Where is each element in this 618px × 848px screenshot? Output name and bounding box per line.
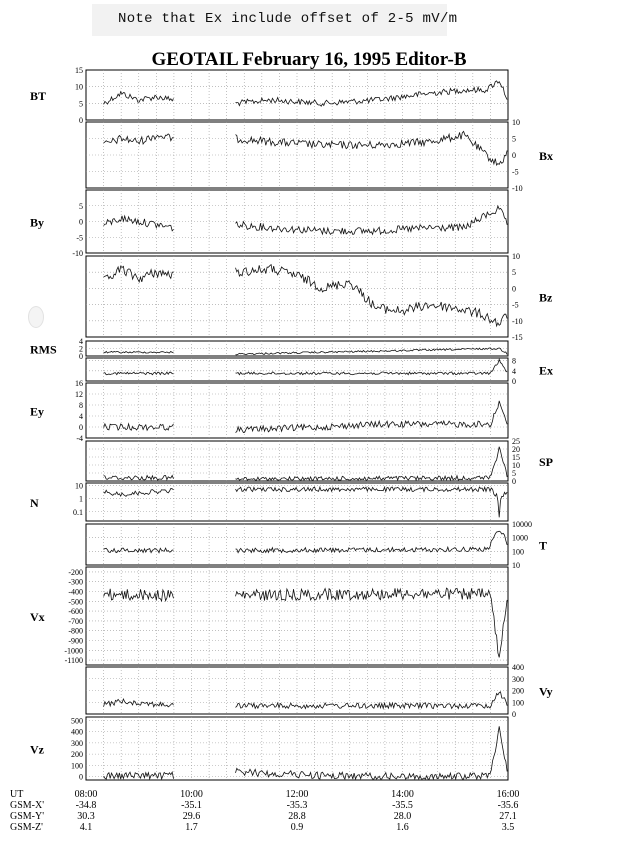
tick-label-vx: -200 bbox=[68, 567, 83, 577]
tick-label-bx: 0 bbox=[512, 151, 516, 160]
tick-label-by: -10 bbox=[72, 249, 83, 258]
footer-value-x: -35.5 bbox=[392, 800, 413, 811]
panel-label-vx: Vx bbox=[30, 610, 45, 624]
tick-label-bz: -5 bbox=[512, 300, 519, 310]
tick-label-vz: 0 bbox=[79, 772, 83, 782]
series-line-bx bbox=[236, 131, 508, 165]
tick-label-sp: 15 bbox=[512, 453, 520, 462]
series-line-bx bbox=[104, 134, 174, 144]
footer-value-x: -35.3 bbox=[286, 800, 308, 811]
tick-label-vy: 300 bbox=[512, 674, 524, 684]
panel-label-rms: RMS bbox=[30, 342, 57, 357]
series-line-ey bbox=[236, 401, 508, 433]
tick-label-bx: -5 bbox=[512, 167, 519, 177]
tick-label-ey: 12 bbox=[75, 390, 83, 399]
panel-label-n: N bbox=[30, 496, 39, 510]
offset-note: Note that Ex include offset of 2-5 mV/m bbox=[118, 11, 458, 27]
series-line-vz bbox=[236, 726, 508, 779]
tick-label-bz: -10 bbox=[512, 316, 523, 326]
tick-label-vz: 300 bbox=[71, 738, 83, 748]
footer-row-label: UT bbox=[10, 789, 24, 800]
panel-label-bx: Bx bbox=[539, 149, 554, 163]
tick-label-vz: 100 bbox=[71, 761, 83, 771]
tick-label-ex: 4 bbox=[512, 366, 516, 376]
series-line-by bbox=[104, 216, 174, 231]
panel-label-sp: SP bbox=[539, 455, 554, 469]
footer-row-label: GSM-X' bbox=[10, 800, 45, 811]
tick-label-t: 100 bbox=[512, 547, 524, 557]
tick-label-sp: 0 bbox=[512, 477, 516, 486]
tick-label-sp: 25 bbox=[512, 437, 520, 446]
tick-label-bt: 5 bbox=[79, 99, 83, 109]
tick-label-vy: 0 bbox=[512, 710, 516, 719]
series-line-bt bbox=[236, 81, 508, 106]
tick-label-vx: -700 bbox=[68, 616, 83, 626]
footer-value-y: 30.3 bbox=[77, 811, 95, 822]
tick-label-vx: -500 bbox=[68, 597, 83, 607]
tick-label-t: 10000 bbox=[512, 520, 532, 529]
tick-label-ex: 0 bbox=[512, 377, 516, 386]
series-line-sp bbox=[104, 476, 174, 481]
tick-label-bz: 5 bbox=[512, 268, 516, 278]
tick-label-bz: -15 bbox=[512, 333, 523, 342]
panel-label-ey: Ey bbox=[30, 404, 45, 419]
panel-label-vy: Vy bbox=[539, 684, 553, 699]
footer-row-label: GSM-Y' bbox=[10, 811, 45, 822]
panel-label-bt: BT bbox=[30, 89, 47, 103]
tick-label-vx: -1100 bbox=[64, 656, 83, 666]
footer-value-x: -35.1 bbox=[181, 800, 202, 811]
tick-label-vx: -600 bbox=[68, 607, 83, 617]
tick-label-bx: -10 bbox=[512, 184, 523, 193]
tick-label-vx: -1000 bbox=[64, 646, 83, 656]
tick-label-bz: 0 bbox=[512, 284, 516, 294]
tick-label-vx: -900 bbox=[68, 636, 83, 646]
series-line-sp bbox=[236, 447, 508, 480]
tick-label-rms: 0 bbox=[79, 352, 83, 361]
series-line-vx bbox=[236, 588, 508, 657]
panel-label-bz: Bz bbox=[539, 290, 553, 305]
plot-title: GEOTAIL February 16, 1995 Editor-B bbox=[151, 49, 467, 70]
tick-label-bx: 10 bbox=[512, 118, 520, 127]
series-line-vy bbox=[236, 692, 508, 709]
tick-label-vz: 400 bbox=[71, 727, 83, 737]
tick-label-ey: 16 bbox=[75, 379, 83, 388]
footer-value-ut: 08:00 bbox=[74, 789, 98, 800]
footer-value-x: -35.6 bbox=[497, 800, 519, 811]
footer-value-ut: 12:00 bbox=[285, 789, 309, 800]
tick-label-t: 1000 bbox=[512, 533, 528, 543]
footer-value-ut: 14:00 bbox=[391, 789, 414, 800]
tick-label-by: 5 bbox=[79, 201, 83, 211]
tick-label-bz: 10 bbox=[512, 252, 520, 261]
footer-value-y: 29.6 bbox=[182, 811, 201, 822]
footer-value-z: 4.1 bbox=[79, 822, 93, 833]
footer-value-z: 3.5 bbox=[501, 822, 515, 833]
tick-label-vy: 100 bbox=[512, 698, 524, 708]
series-line-n bbox=[236, 487, 508, 517]
footer-value-z: 1.7 bbox=[185, 822, 198, 833]
tick-label-vx: -300 bbox=[68, 577, 83, 587]
tick-label-by: -5 bbox=[76, 233, 83, 243]
panel-label-t: T bbox=[539, 538, 548, 553]
tick-label-sp: 20 bbox=[512, 445, 520, 454]
tick-label-bt: 0 bbox=[79, 116, 83, 125]
series-line-rms bbox=[236, 348, 508, 355]
tick-label-vz: 500 bbox=[71, 716, 83, 726]
tick-label-bt: 10 bbox=[75, 82, 83, 92]
footer-value-y: 27.1 bbox=[499, 811, 517, 822]
tick-label-bx: 5 bbox=[512, 134, 516, 144]
panel-label-ex: Ex bbox=[539, 363, 554, 378]
series-line-ex bbox=[236, 359, 508, 374]
tick-label-ey: 8 bbox=[79, 401, 83, 410]
tick-label-vy: 200 bbox=[512, 686, 524, 696]
tick-label-ey: -4 bbox=[76, 434, 83, 443]
tick-label-by: 0 bbox=[79, 217, 83, 227]
series-line-rms bbox=[104, 351, 174, 353]
footer-value-y: 28.0 bbox=[393, 811, 412, 822]
tick-label-sp: 10 bbox=[512, 461, 520, 470]
footer-value-y: 28.8 bbox=[288, 811, 306, 822]
footer-value-z: 0.9 bbox=[290, 822, 304, 833]
tick-label-n: 1 bbox=[79, 494, 83, 504]
panel-label-by: By bbox=[30, 215, 45, 230]
tick-label-ey: 4 bbox=[79, 412, 83, 421]
tick-label-t: 10 bbox=[512, 561, 520, 570]
series-line-bz bbox=[236, 265, 508, 326]
tick-label-n: 0.1 bbox=[73, 507, 83, 517]
tick-label-rms: 2 bbox=[79, 344, 83, 354]
series-line-t bbox=[236, 531, 508, 552]
footer-value-ut: 16:00 bbox=[496, 789, 520, 800]
tick-label-ex: 8 bbox=[512, 356, 516, 366]
series-line-ex bbox=[104, 372, 174, 375]
tick-label-ey: 0 bbox=[79, 423, 83, 432]
tick-label-vz: 200 bbox=[71, 750, 83, 760]
tick-label-vx: -400 bbox=[68, 587, 83, 597]
series-line-ey bbox=[104, 424, 174, 431]
footer-value-x: -34.8 bbox=[75, 800, 97, 811]
panel-label-vz: Vz bbox=[30, 742, 44, 757]
series-line-by bbox=[236, 206, 508, 235]
tick-label-sp: 5 bbox=[512, 469, 516, 478]
footer-row-label: GSM-Z' bbox=[10, 822, 43, 833]
tick-label-bt: 15 bbox=[75, 66, 83, 75]
tick-label-vx: -800 bbox=[68, 626, 83, 636]
tick-label-rms: 4 bbox=[79, 337, 83, 346]
footer-value-z: 1.6 bbox=[396, 822, 409, 833]
footer-value-ut: 10:00 bbox=[180, 789, 203, 800]
tick-label-vy: 400 bbox=[512, 663, 524, 672]
tick-label-n: 10 bbox=[75, 481, 83, 491]
